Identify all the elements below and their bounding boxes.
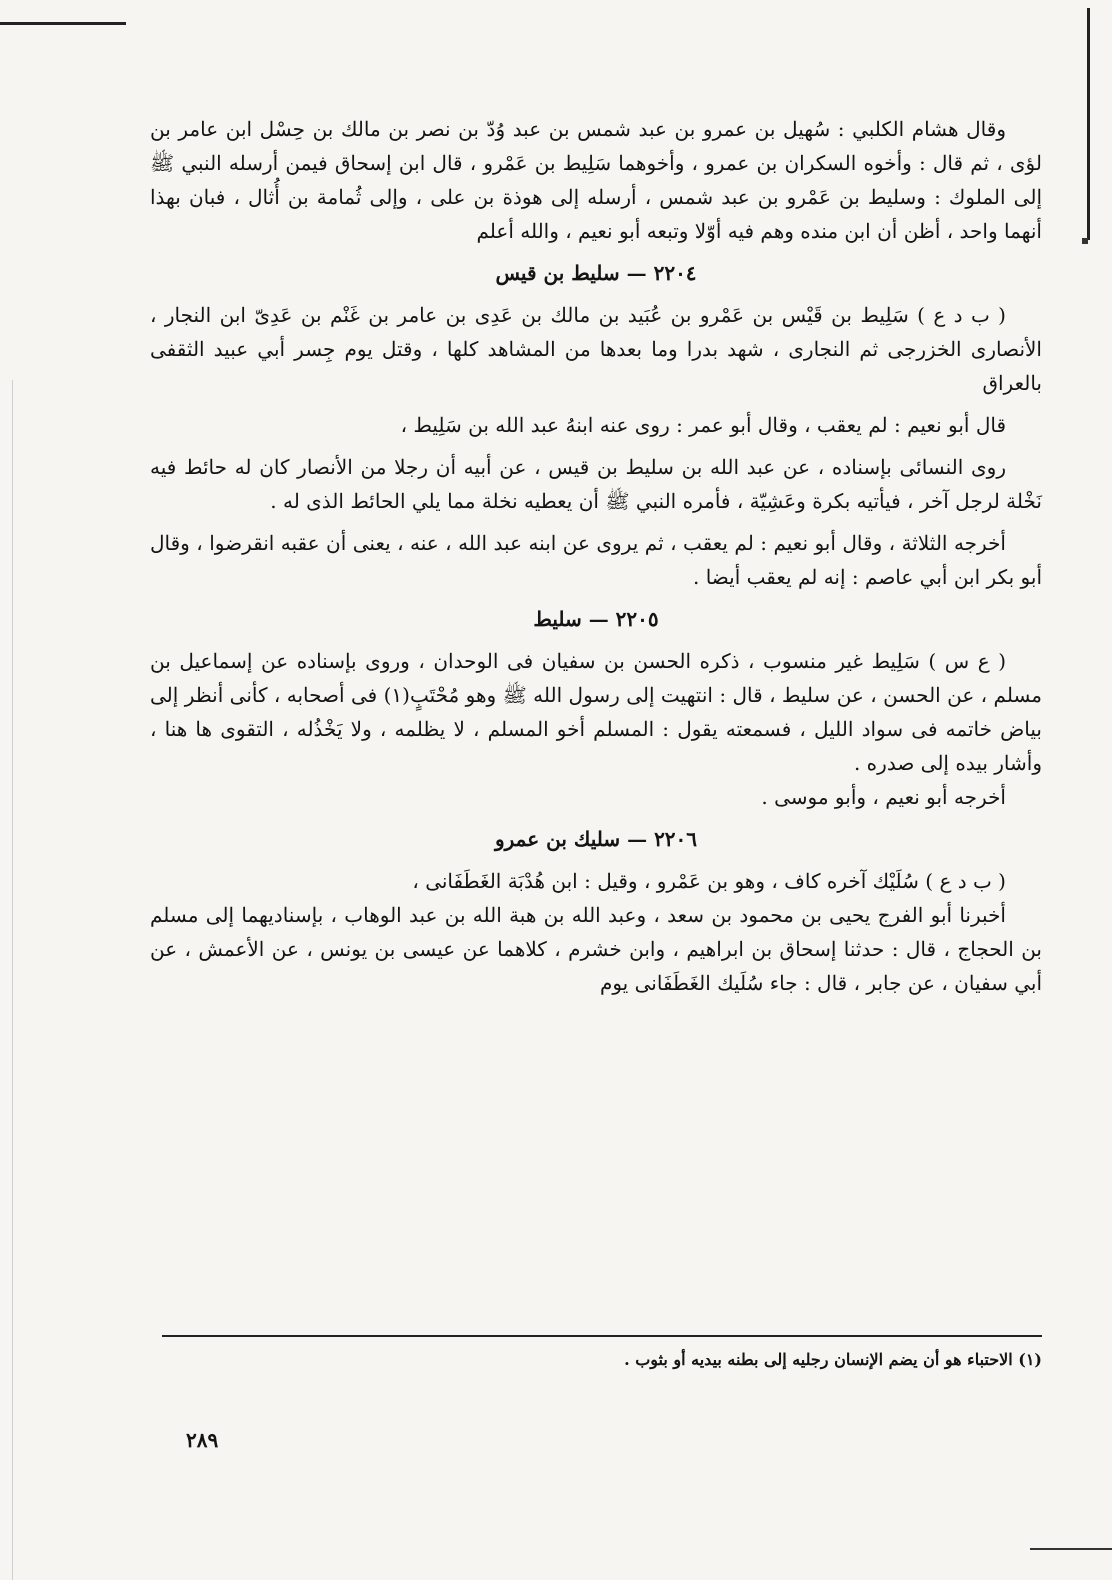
intro-paragraph: وقال هشام الكلبي : سُهيل بن عمرو بن عبد شمس بن عبد وُدّ بن نصر بن مالك بن حِسْل ابن عامر بن لؤى ، ثم قال : وأخوه السكران بن عمرو ، وأخوهما سَلِيط بن عَمْرو ، قال ابن إسحاق فيمن أرسله النبي ﷺ إلى الملوك : وسليط بن عَمْرو بن عبد شمس ، أرسله إلى هوذة بن على ، وإلى ثُمامة بن أُثال ، فبان بهذا أنهما واحد ، أظن أن ابن منده وهم فيه أوّلا وتبعه أبو نعيم ، والله أعلم [150,117,1042,243]
page-number: ٢٨٩ [186,1428,219,1452]
entry-2206-paragraph-1: ( ب د ع ) سُلَيْك آخره كاف ، وهو بن عَمْرو ، وقيل : ابن هُدْبَة الغَطَفَانى ، [412,869,1006,893]
footnote-divider [162,1335,1042,1337]
entry-2204-paragraph-3: روى النسائى بإسناده ، عن عبد الله بن سليط بن قيس ، عن أبيه أن رجلا من الأنصار كان له حائط فيه نَخْلة لرجل آخر ، فيأتيه بكرة وعَشِيّة ، فأمره النبي ﷺ أن يعطيه نخلة مما يلي الحائط الذى له . [150,455,1042,513]
scan-speck [1082,238,1088,244]
scan-edge-bottom [1030,1548,1112,1550]
entry-heading-2206: ٢٢٠٦ — سليك بن عمرو [494,827,698,851]
page-body [150,112,1042,1000]
entry-2205-paragraph-1: ( ع س ) سَلِيط غير منسوب ، ذكره الحسن بن سفيان فى الوحدان ، وروى بإسناده عن إسماعيل بن مسلم ، عن الحسن ، عن سليط ، قال : انتهيت إلى رسول الله ﷺ وهو مُحْتَبٍ(١) فى أصحابه ، كأنى أنظر إلى بياض خاتمه فى سواد الليل ، فسمعته يقول : المسلم أخو المسلم ، لا يظلمه ، ولا يَخْذُله ، التقوى ها هنا ، وأشار بيده إلى صدره . [150,649,1043,775]
entry-2204-paragraph-1: ( ب د ع ) سَلِيط بن قَيْس بن عَمْرو بن عُبَيد بن مالك بن عَدِى بن عامر بن غَنْم بن عَدِىّ ابن النجار ، الأنصارى الخزرجى ثم النجارى ، شهد بدرا وما بعدها من المشاهد كلها ، وقتل يوم جِسر أبي عبيد الثقفى بالعراق [150,303,1042,395]
entry-2205-paragraph-2: أخرجه أبو نعيم ، وأبو موسى . [761,785,1006,809]
scan-edge-top [0,22,126,25]
entry-heading-2204: ٢٢٠٤ — سليط بن قيس [495,261,697,285]
scan-edge-left [12,380,13,1580]
entry-2204-paragraph-2: قال أبو نعيم : لم يعقب ، وقال أبو عمر : روى عنه ابنهُ عبد الله بن سَلِيط ، [400,413,1006,437]
entry-2206-paragraph-2: أخبرنا أبو الفرج يحيى بن محمود بن سعد ، وعبد الله بن هبة الله بن عبد الوهاب ، بإسناديهما إلى مسلم بن الحجاج ، قال : حدثنا إسحاق بن ابراهيم ، وابن خشرم ، كلاهما عن عيسى بن يونس ، عن الأعمش ، عن أبي سفيان ، عن جابر ، قال : جاء سُلَيك الغَطَفَانى يوم [150,903,1042,995]
entry-2204-paragraph-4: أخرجه الثلاثة ، وقال أبو نعيم : لم يعقب ، ثم يروى عن ابنه عبد الله ، عنه ، يعنى أن عقبه انقرضوا ، وقال أبو بكر ابن أبي عاصم : إنه لم يعقب أيضا . [150,531,1042,589]
footnote: (١) الاحتباء هو أن يضم الإنسان رجليه إلى بطنه بيديه أو بثوب . [624,1350,1042,1369]
scan-edge-right [1087,8,1090,240]
entry-heading-2205: ٢٢٠٥ — سليط [533,607,659,631]
